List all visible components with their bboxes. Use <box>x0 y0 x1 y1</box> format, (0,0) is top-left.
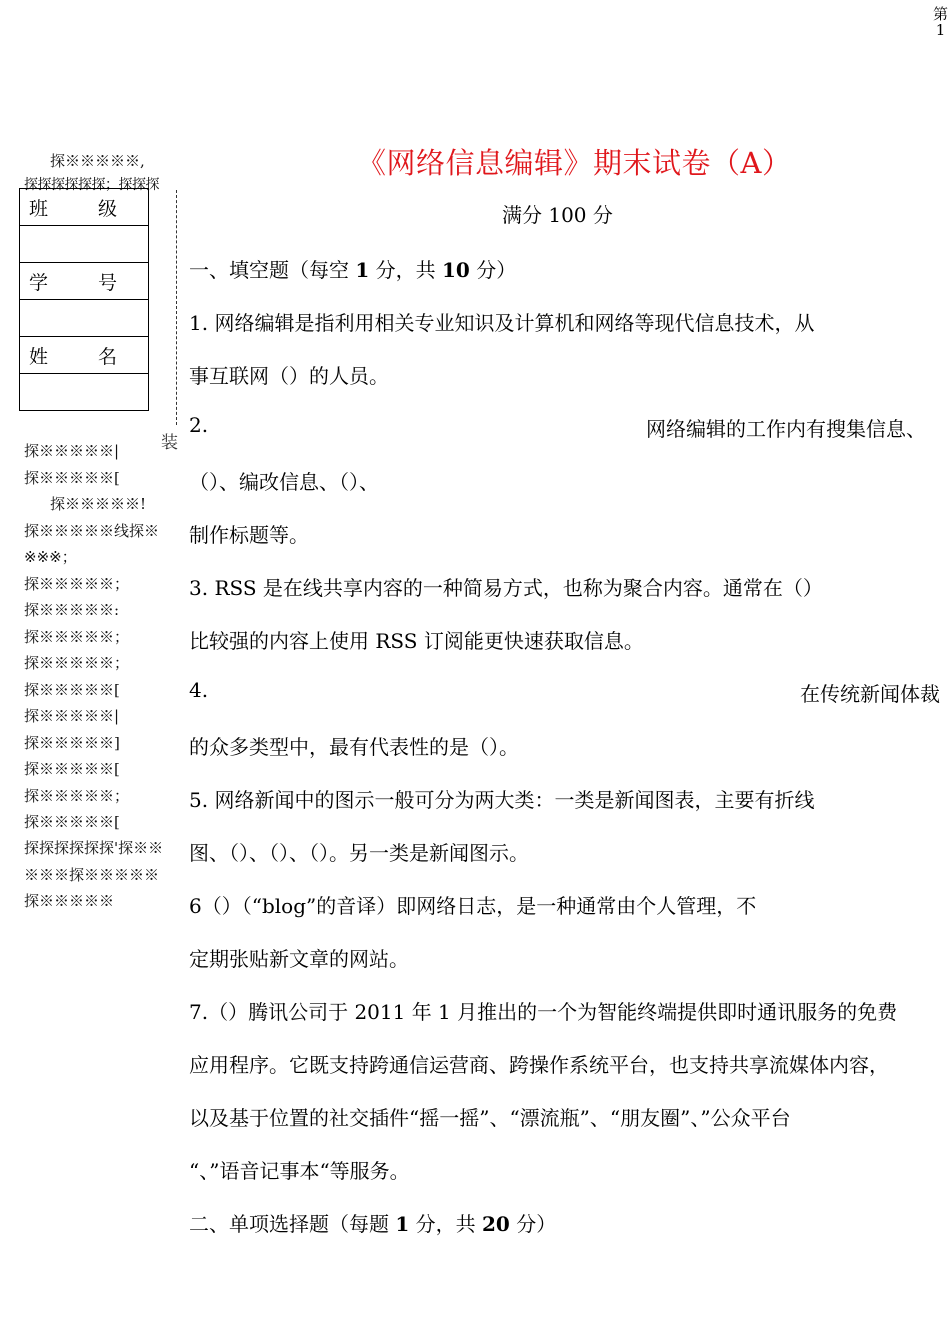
question-line: 1. 网络编辑是指利用相关专业知识及计算机和网络等现代信息技术，从 <box>189 311 815 335</box>
sidebar-noise-line: 探※※※※※[ <box>24 469 120 487</box>
question-line: 图、（）、（）、（）。另一类是新闻图示。 <box>189 841 529 865</box>
exam-subtitle: 满分 100 分 <box>502 203 613 227</box>
class-field[interactable] <box>20 226 149 263</box>
student-info-table <box>19 188 149 411</box>
sidebar-noise-line: 探※※※※※| <box>24 442 120 460</box>
exam-title: 《网络信息编辑》期末试卷（A） <box>357 146 792 180</box>
question-line: 网络编辑的工作内有搜集信息、 <box>646 417 926 441</box>
sidebar-noise-line: 探※※※※※| <box>24 707 120 725</box>
question-line: 7.（）腾讯公司于 2011 年 1 月推出的一个为智能终端提供即时通讯服务的免费 <box>189 1000 898 1024</box>
question-line: 在传统新闻体裁 <box>800 682 940 706</box>
sidebar-noise-line: ※※※探※※※※※ <box>24 866 160 884</box>
sidebar-noise-line: 探※※※※※[ <box>24 681 120 699</box>
name-label: 姓 名 <box>20 337 149 374</box>
question-line: 制作标题等。 <box>189 523 309 547</box>
student-id-label: 学 号 <box>20 263 149 300</box>
question-line: 应用程序。它既支持跨通信运营商、跨操作系统平台，也支持共享流媒体内容， <box>189 1053 889 1077</box>
sidebar-noise-line: 探※※※※※； <box>24 575 130 593</box>
question-line: 定期张贴新文章的网站。 <box>189 947 409 971</box>
question-line: 的众多类型中，最有代表性的是（）。 <box>189 735 519 759</box>
question-line: （）、编改信息、（）、 <box>189 470 379 494</box>
sidebar-noise-line: 探※※※※※! <box>50 495 147 513</box>
sidebar-noise-line: 探※※※※※ <box>24 892 115 910</box>
question-line: 事互联网（）的人员。 <box>189 364 389 388</box>
sidebar-noise-line: 探※※※※※[ <box>24 813 120 831</box>
question-line: 比较强的内容上使用 RSS 订阅能更快速获取信息。 <box>189 629 644 653</box>
sidebar-noise-line: ※※※； <box>24 548 77 566</box>
class-label: 班 级 <box>20 189 149 226</box>
sidebar-noise-line: 探※※※※※: <box>24 601 120 619</box>
question-number: 4. <box>189 678 209 702</box>
section-heading: 一、填空题（每空 1 分，共 10 分） <box>189 258 517 282</box>
binding-line <box>176 190 177 425</box>
section-heading: 二、单项选择题（每题 1 分，共 20 分） <box>189 1212 557 1236</box>
page-number-value: 1 <box>935 21 946 39</box>
sidebar-noise-line: 探※※※※※[ <box>24 760 120 778</box>
sidebar-noise-line: 探探探探探探'探※※ <box>24 839 164 857</box>
sidebar-header-line: 探探探探探探；探探探 <box>24 177 159 193</box>
name-field[interactable] <box>20 374 149 411</box>
student-id-field[interactable] <box>20 300 149 337</box>
question-line: 6（）（“blog”的音译）即网络日志，是一种通常由个人管理，不 <box>189 894 757 918</box>
sidebar-noise-line: 探※※※※※] <box>24 734 120 752</box>
question-line: “、”语音记事本“等服务。 <box>189 1159 410 1183</box>
sidebar-noise-line: 探※※※※※线探※ <box>24 522 160 540</box>
sidebar-noise-line: 探※※※※※； <box>24 654 130 672</box>
sidebar-noise-line: 探※※※※※； <box>24 787 130 805</box>
page-number <box>933 6 948 38</box>
question-number: 2. <box>189 413 209 437</box>
sidebar-noise-line: 探※※※※※； <box>24 628 130 646</box>
question-line: 5. 网络新闻中的图示一般可分为两大类：一类是新闻图表，主要有折线 <box>189 788 815 812</box>
question-line: 以及基于位置的社交插件“摇一摇”、“漂流瓶”、“朋友圈”、”公众平台 <box>189 1106 791 1130</box>
page-number-label: 第 <box>932 5 948 23</box>
sidebar-header-line: 探※※※※※, <box>50 152 145 170</box>
binding-mark: 装 <box>161 433 178 453</box>
question-line: 3. RSS 是在线共享内容的一种简易方式，也称为聚合内容。通常在（） <box>189 576 823 600</box>
